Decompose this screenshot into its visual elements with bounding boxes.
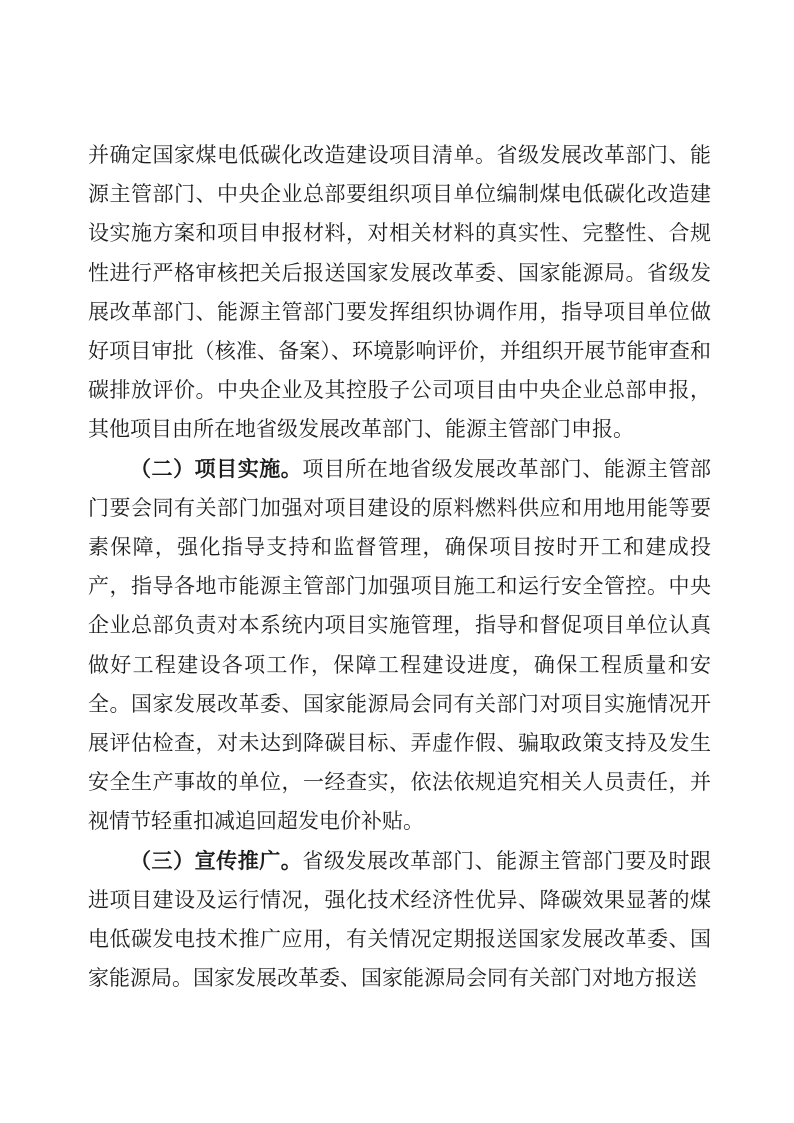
paragraph-heading: （三）宣传推广。 xyxy=(130,848,303,873)
paragraph-text: 省级发展改革部门、能源主管部门要及时跟进项目建设及运行情况，强化技术经济性优异、降碳效果显著的煤电低碳发电技术推广应用，有关情况定期报送国家发展改革委、国家能源局。国家发展改革委、国家能源局会同有关部门对地方报送 xyxy=(88,848,712,991)
paragraph-text: 项目所在地省级发展改革部门、能源主管部门要会同有关部门加强对项目建设的原料燃料供应和用地用能等要素保障，强化指导支持和监督管理，确保项目按时开工和建成投产，指导各地市能源主管部门加强项目施工和运行安全管控。中央企业总部负责对本系统内项目实施管理，指导和督促项目单位认真做好工程建设各项工作，保障工程建设进度，确保工程质量和安全。国家发展改革委、国家能源局会同有关部门对项目实施情况开展评估检查，对未达到降碳目标、弄虚作假、骗取政策支持及发生安全生产事故的单位，一经查实，依法依规追究相关人员责任，并视情节轻重扣减追回超发电价补贴。 xyxy=(88,456,712,834)
document-body xyxy=(88,136,711,998)
paragraph-item-3 xyxy=(88,842,711,999)
paragraph-item-2 xyxy=(88,450,711,842)
paragraph-text: 并确定国家煤电低碳化改造建设项目清单。省级发展改革部门、能源主管部门、中央企业总部要组织项目单位编制煤电低碳化改造建设实施方案和项目申报材料，对相关材料的真实性、完整性、合规性进行严格审核把关后报送国家发展改革委、国家能源局。省级发展改革部门、能源主管部门要发挥组织协调作用，指导项目单位做好项目审批（核准、备案）、环境影响评价，并组织开展节能审查和碳排放评价。中央企业及其控股子公司项目由中央企业总部申报，其他项目由所在地省级发展改革部门、能源主管部门申报。 xyxy=(88,143,711,442)
paragraph-continuation xyxy=(88,136,711,450)
paragraph-heading: （二）项目实施。 xyxy=(130,456,303,481)
